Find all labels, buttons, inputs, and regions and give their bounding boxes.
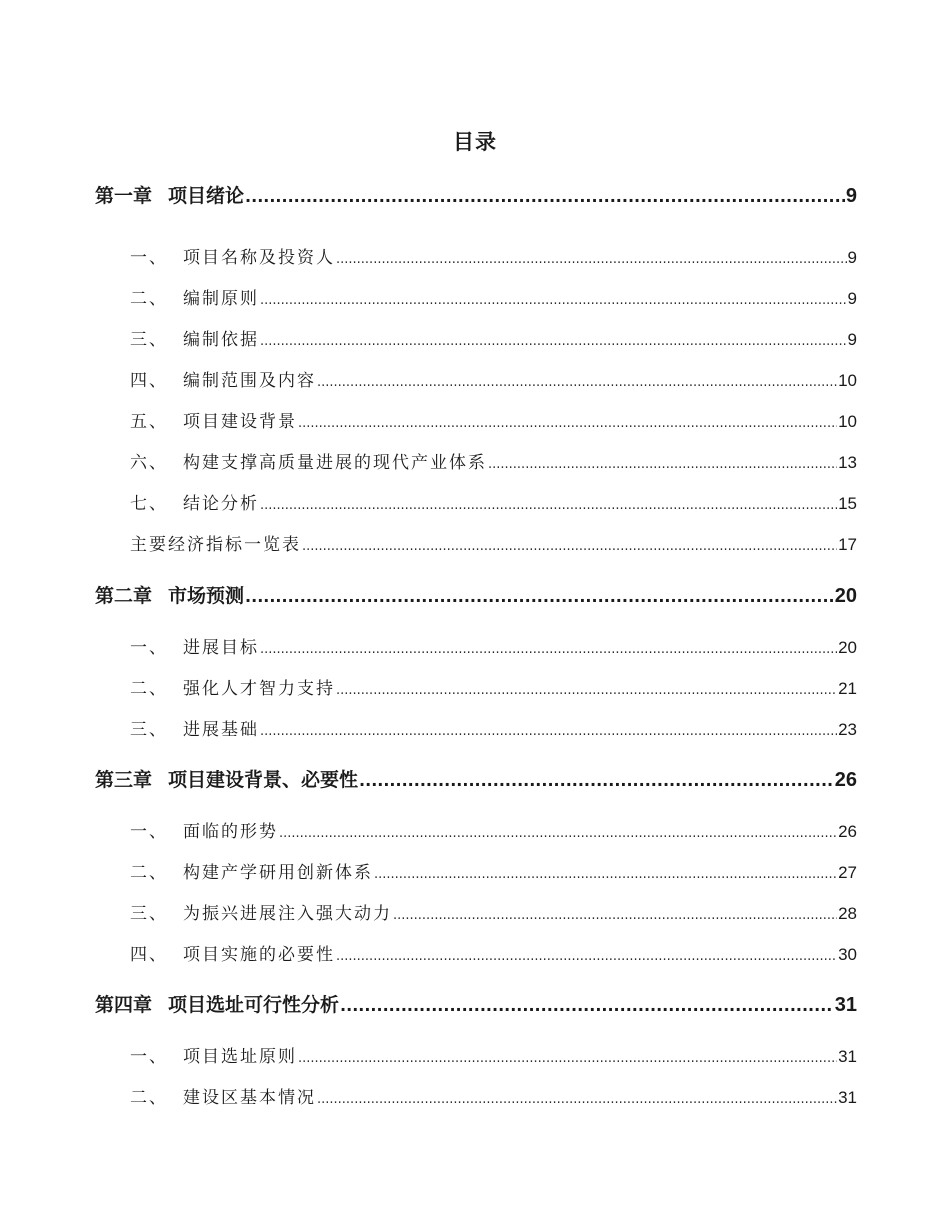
dot-leader — [260, 287, 847, 313]
section-page-number: 15 — [838, 494, 857, 513]
section-index: 四、 — [130, 371, 168, 391]
dot-leader — [260, 636, 837, 662]
section-index: 三、 — [130, 330, 168, 350]
toc-chapter-3[interactable] — [95, 766, 857, 794]
section-title: 项目建设背景 — [183, 412, 297, 432]
chapter-title: 项目选址可行性分析 — [168, 994, 340, 1016]
dot-leader — [317, 369, 837, 395]
chapter-label — [95, 991, 339, 1019]
section-page-number: 9 — [847, 330, 857, 349]
chapter-number: 第三章 — [95, 769, 153, 791]
section-index: 二、 — [130, 289, 168, 309]
dot-leader — [336, 943, 837, 969]
toc-section[interactable] — [95, 1043, 857, 1071]
dot-leader — [279, 820, 837, 846]
toc-chapter-2[interactable] — [95, 582, 857, 610]
dot-leader — [336, 677, 837, 703]
section-title: 项目实施的必要性 — [183, 945, 335, 965]
section-title: 面临的形势 — [183, 822, 278, 842]
section-index: 二、 — [130, 679, 168, 699]
section-page-number: 21 — [838, 679, 857, 698]
toc-section[interactable] — [95, 1084, 857, 1112]
section-index: 三、 — [130, 904, 168, 924]
dot-leader — [374, 861, 837, 887]
section-page-number: 10 — [838, 412, 857, 431]
section-page-number: 9 — [847, 248, 857, 267]
toc-section[interactable] — [95, 716, 857, 744]
toc-section[interactable] — [95, 859, 857, 887]
section-page-number: 26 — [838, 822, 857, 841]
table-of-contents — [95, 182, 857, 1112]
section-index: 二、 — [130, 1088, 168, 1108]
section-index: 一、 — [130, 638, 168, 658]
section-title: 项目选址原则 — [183, 1047, 297, 1067]
section-page-number: 30 — [838, 945, 857, 964]
chapter-title: 市场预测 — [168, 585, 245, 607]
section-page-number: 20 — [838, 638, 857, 657]
chapter-number: 第一章 — [95, 185, 153, 207]
dot-leader — [298, 410, 837, 436]
section-title: 进展目标 — [183, 638, 259, 658]
toc-section[interactable] — [95, 900, 857, 928]
section-title: 构建产学研用创新体系 — [183, 863, 373, 883]
dot-leader — [260, 328, 847, 354]
toc-title: 目录 — [453, 130, 497, 154]
dot-leader — [302, 533, 837, 559]
dot-leader — [393, 902, 837, 928]
section-page-number: 31 — [838, 1088, 857, 1107]
chapter-label — [95, 766, 358, 794]
dot-leader — [488, 451, 837, 477]
toc-section[interactable] — [95, 634, 857, 662]
section-index: 四、 — [130, 945, 168, 965]
chapter-title: 项目建设背景、必要性 — [168, 769, 359, 791]
section-index: 五、 — [130, 412, 168, 432]
toc-section[interactable] — [95, 326, 857, 354]
dot-leader — [245, 583, 834, 610]
toc-section[interactable] — [95, 285, 857, 313]
dot-leader — [340, 992, 834, 1019]
dot-leader — [298, 1045, 837, 1071]
section-page-number: 27 — [838, 863, 857, 882]
section-index: 七、 — [130, 494, 168, 514]
section-title: 为振兴进展注入强大动力 — [183, 904, 392, 924]
toc-section[interactable] — [95, 490, 857, 518]
dot-leader — [359, 767, 834, 794]
section-title: 构建支撑高质量进展的现代产业体系 — [183, 453, 487, 473]
toc-section[interactable] — [95, 818, 857, 846]
section-index: 一、 — [130, 248, 168, 268]
chapter-label — [95, 182, 244, 210]
section-title: 建设区基本情况 — [183, 1088, 316, 1108]
section-page-number: 10 — [838, 371, 857, 390]
section-title: 编制范围及内容 — [183, 371, 316, 391]
chapter-page-number: 26 — [834, 769, 857, 791]
chapter-title: 项目绪论 — [168, 185, 245, 207]
toc-chapter-1[interactable] — [95, 182, 857, 210]
section-index: 二、 — [130, 863, 168, 883]
section-index: 一、 — [130, 822, 168, 842]
dot-leader — [260, 718, 837, 744]
section-title: 结论分析 — [183, 494, 259, 514]
toc-section[interactable] — [95, 449, 857, 477]
dot-leader — [260, 492, 837, 518]
section-index: 六、 — [130, 453, 168, 473]
section-page-number: 28 — [838, 904, 857, 923]
chapter-page-number: 31 — [834, 994, 857, 1016]
toc-section[interactable] — [95, 675, 857, 703]
toc-section[interactable] — [95, 408, 857, 436]
section-page-number: 23 — [838, 720, 857, 739]
section-index: 一、 — [130, 1047, 168, 1067]
chapter-page-number: 9 — [845, 185, 857, 207]
section-page-number: 9 — [847, 289, 857, 308]
section-title: 项目名称及投资人 — [183, 248, 335, 268]
section-index: 三、 — [130, 720, 168, 740]
chapter-number: 第二章 — [95, 585, 153, 607]
section-title: 编制原则 — [183, 289, 259, 309]
toc-section[interactable] — [95, 531, 857, 559]
toc-section[interactable] — [95, 941, 857, 969]
toc-section[interactable] — [95, 244, 857, 272]
section-page-number: 17 — [838, 535, 857, 554]
chapter-page-number: 20 — [834, 585, 857, 607]
section-title: 主要经济指标一览表 — [130, 535, 301, 555]
section-page-number: 13 — [838, 453, 857, 472]
section-title: 编制依据 — [183, 330, 259, 350]
section-title: 强化人才智力支持 — [183, 679, 335, 699]
dot-leader — [317, 1086, 837, 1112]
section-title: 进展基础 — [183, 720, 259, 740]
section-page-number: 31 — [838, 1047, 857, 1066]
dot-leader — [245, 183, 845, 210]
dot-leader — [336, 246, 847, 272]
toc-chapter-4[interactable] — [95, 991, 857, 1019]
chapter-label — [95, 582, 244, 610]
toc-section[interactable] — [95, 367, 857, 395]
chapter-number: 第四章 — [95, 994, 153, 1016]
